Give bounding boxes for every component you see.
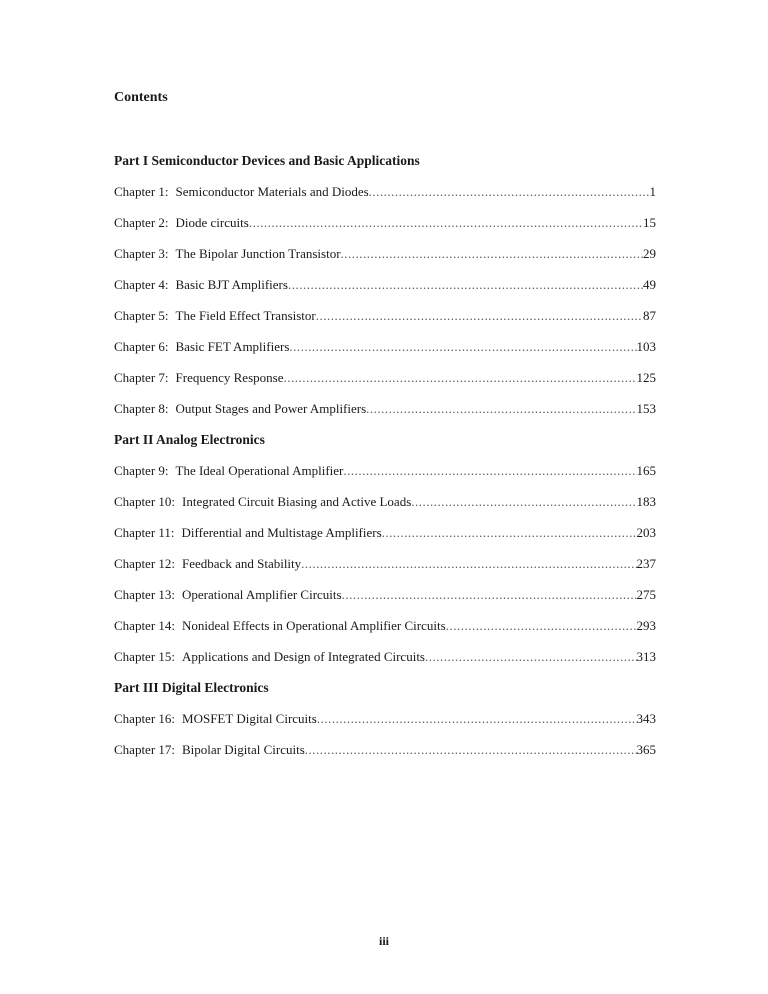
- chapter-number: Chapter 10:: [114, 494, 176, 509]
- chapter-heading: [114, 213, 249, 244]
- chapter-heading: [114, 182, 369, 213]
- dot-leader: [411, 492, 636, 523]
- toc-entry[interactable]: [114, 182, 656, 213]
- chapter-heading: [114, 647, 425, 678]
- part-heading: Part III Digital Electronics: [114, 680, 269, 695]
- chapter-page-number: 103: [636, 339, 656, 354]
- chapter-number: Chapter 12:: [114, 556, 176, 571]
- dot-leader: [249, 213, 643, 244]
- chapter-page-number: 237: [636, 556, 656, 571]
- chapter-page-number: 275: [636, 587, 656, 602]
- chapter-number: Chapter 16:: [114, 711, 176, 726]
- chapter-page-number: 153: [636, 401, 656, 416]
- toc-entry[interactable]: [114, 368, 656, 399]
- chapter-page-number: 313: [636, 649, 656, 664]
- chapter-title: Bipolar Digital Circuits: [182, 742, 305, 757]
- chapter-title: Differential and Multistage Amplifiers: [181, 525, 382, 540]
- page-number: iii: [378, 934, 389, 948]
- toc-entry[interactable]: [114, 709, 656, 740]
- chapter-title: Feedback and Stability: [182, 556, 302, 571]
- chapter-title: The Field Effect Transistor: [175, 308, 316, 323]
- page-title: Contents: [114, 90, 168, 105]
- part-heading: Part I Semiconductor Devices and Basic Applications: [114, 153, 420, 168]
- chapter-number: Chapter 3:: [114, 246, 169, 261]
- chapter-number: Chapter 1:: [114, 184, 169, 199]
- chapter-heading: [114, 616, 446, 647]
- chapter-heading: [114, 368, 283, 399]
- chapter-title: Basic BJT Amplifiers: [175, 277, 288, 292]
- chapter-number: Chapter 14:: [114, 618, 176, 633]
- chapter-page-number: 165: [636, 463, 656, 478]
- chapter-heading: [114, 523, 382, 554]
- chapter-heading: [114, 554, 301, 585]
- toc-entry[interactable]: [114, 461, 656, 492]
- chapter-title: Integrated Circuit Biasing and Active Loads: [182, 494, 412, 509]
- toc-entry[interactable]: [114, 492, 656, 523]
- chapter-title: Basic FET Amplifiers: [175, 339, 290, 354]
- toc-entry[interactable]: [114, 306, 656, 337]
- chapter-number: Chapter 6:: [114, 339, 169, 354]
- chapter-title: The Ideal Operational Amplifier: [175, 463, 344, 478]
- chapter-heading: [114, 337, 289, 368]
- chapter-title: Nonideal Effects in Operational Amplifier Circuits: [182, 618, 446, 633]
- chapter-heading: [114, 740, 305, 771]
- toc-entry[interactable]: [114, 585, 656, 616]
- toc-entry[interactable]: [114, 740, 656, 771]
- dot-leader: [342, 585, 637, 616]
- dot-leader: [425, 647, 637, 678]
- dot-leader: [369, 182, 650, 213]
- toc-entry[interactable]: [114, 616, 656, 647]
- chapter-title: MOSFET Digital Circuits: [182, 711, 317, 726]
- toc-entry[interactable]: [114, 244, 656, 275]
- part-heading: Part II Analog Electronics: [114, 432, 265, 447]
- chapter-page-number: 15: [643, 215, 656, 230]
- chapter-title: Diode circuits: [175, 215, 249, 230]
- chapter-number: Chapter 2:: [114, 215, 169, 230]
- chapter-title: Semiconductor Materials and Diodes: [175, 184, 369, 199]
- chapter-page-number: 125: [636, 370, 656, 385]
- chapter-heading: [114, 492, 411, 523]
- chapter-number: Chapter 8:: [114, 401, 169, 416]
- toc-entry[interactable]: [114, 275, 656, 306]
- chapter-heading: [114, 709, 317, 740]
- chapter-page-number: 87: [643, 308, 656, 323]
- dot-leader: [283, 368, 636, 399]
- chapter-number: Chapter 13:: [114, 587, 176, 602]
- dot-leader: [288, 275, 643, 306]
- chapter-number: Chapter 7:: [114, 370, 169, 385]
- chapter-number: Chapter 15:: [114, 649, 176, 664]
- chapter-heading: [114, 244, 341, 275]
- dot-leader: [366, 399, 636, 430]
- chapter-title: Frequency Response: [175, 370, 284, 385]
- dot-leader: [301, 554, 636, 585]
- table-of-contents: [114, 151, 656, 771]
- chapter-heading: [114, 275, 288, 306]
- dot-leader: [446, 616, 637, 647]
- dot-leader: [316, 306, 643, 337]
- chapter-title: Operational Amplifier Circuits: [182, 587, 342, 602]
- chapter-heading: [114, 585, 342, 616]
- chapter-page-number: 1: [649, 184, 656, 199]
- chapter-heading: [114, 399, 366, 430]
- chapter-heading: [114, 306, 316, 337]
- chapter-number: Chapter 5:: [114, 308, 169, 323]
- chapter-title: Output Stages and Power Amplifiers: [175, 401, 367, 416]
- chapter-page-number: 343: [636, 711, 656, 726]
- toc-entry[interactable]: [114, 213, 656, 244]
- toc-entry[interactable]: [114, 523, 656, 554]
- chapter-page-number: 293: [636, 618, 656, 633]
- chapter-number: Chapter 9:: [114, 463, 169, 478]
- toc-entry[interactable]: [114, 337, 656, 368]
- chapter-page-number: 183: [636, 494, 656, 509]
- chapter-page-number: 29: [643, 246, 656, 261]
- toc-entry[interactable]: [114, 647, 656, 678]
- dot-leader: [341, 244, 643, 275]
- chapter-page-number: 203: [636, 525, 656, 540]
- dot-leader: [382, 523, 637, 554]
- chapter-heading: [114, 461, 343, 492]
- dot-leader: [289, 337, 636, 368]
- toc-entry[interactable]: [114, 554, 656, 585]
- dot-leader: [343, 461, 636, 492]
- chapter-number: Chapter 11:: [114, 525, 175, 540]
- chapter-title: The Bipolar Junction Transistor: [175, 246, 341, 261]
- chapter-number: Chapter 17:: [114, 742, 176, 757]
- chapter-number: Chapter 4:: [114, 277, 169, 292]
- toc-entry[interactable]: [114, 399, 656, 430]
- chapter-page-number: 365: [636, 742, 656, 757]
- chapter-page-number: 49: [643, 277, 656, 292]
- dot-leader: [305, 740, 637, 771]
- dot-leader: [317, 709, 637, 740]
- chapter-title: Applications and Design of Integrated Circuits: [182, 649, 425, 664]
